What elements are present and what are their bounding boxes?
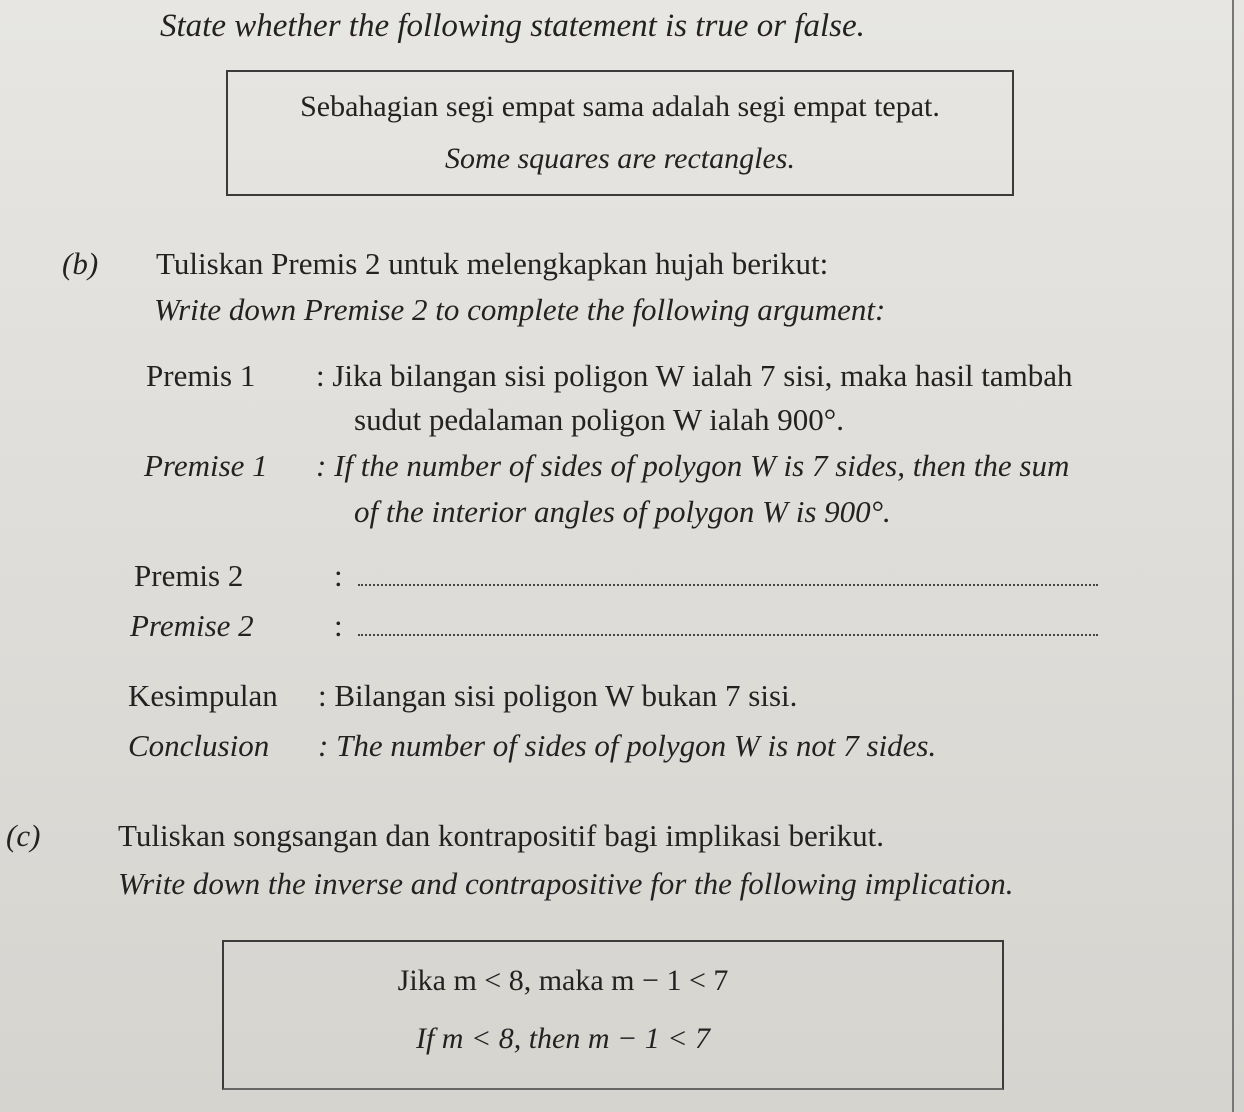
instruction-text: State whether the following statement is true or false. — [160, 8, 865, 44]
statement-ms: Sebahagian segi empat sama adalah segi empat tepat. — [300, 90, 940, 123]
premise1-label: Premise 1 — [144, 448, 268, 483]
part-b-instruction-en: Write down Premise 2 to complete the following argument: — [154, 292, 886, 327]
premis1-label: Premis 1 — [146, 358, 256, 393]
premise2-answer-line[interactable] — [358, 634, 1098, 636]
part-b-label: (b) — [62, 246, 99, 281]
premise2-colon: : — [334, 608, 343, 643]
conclusion-text: : The number of sides of polygon W is not 7 sides. — [318, 728, 937, 763]
kesimpulan-text: : Bilangan sisi poligon W bukan 7 sisi. — [318, 678, 798, 713]
conclusion-label: Conclusion — [128, 728, 270, 763]
premise2-label: Premise 2 — [130, 608, 254, 643]
premis1-line2: sudut pedalaman poligon W ialah 900°. — [354, 402, 844, 437]
premise1-line2: of the interior angles of polygon W is 900°. — [354, 494, 891, 529]
implication-box — [222, 940, 1004, 1090]
premis2-label: Premis 2 — [134, 558, 244, 593]
kesimpulan-label: Kesimpulan — [128, 678, 278, 713]
premise1-line1: : If the number of sides of polygon W is 7 sides, then the sum — [316, 448, 1070, 483]
premis1-line1: : Jika bilangan sisi poligon W ialah 7 sisi, maka hasil tambah — [316, 358, 1073, 393]
part-c-label: (c) — [6, 818, 41, 853]
part-b-instruction-ms: Tuliskan Premis 2 untuk melengkapkan hujah berikut: — [156, 246, 829, 281]
part-c-instruction-en: Write down the inverse and contrapositive for the following implication. — [118, 866, 1014, 901]
premis2-answer-line[interactable] — [358, 584, 1098, 586]
premis2-colon: : — [334, 558, 343, 593]
implication-ms: Jika m < 8, maka m − 1 < 7 — [397, 964, 729, 997]
statement-en: Some squares are rectangles. — [445, 142, 795, 175]
part-c-instruction-ms: Tuliskan songsangan dan kontrapositif bagi implikasi berikut. — [118, 818, 885, 853]
implication-en: If m < 8, then m − 1 < 7 — [415, 1022, 711, 1055]
statement-box — [226, 70, 1014, 196]
page-edge-line — [1232, 0, 1234, 1112]
